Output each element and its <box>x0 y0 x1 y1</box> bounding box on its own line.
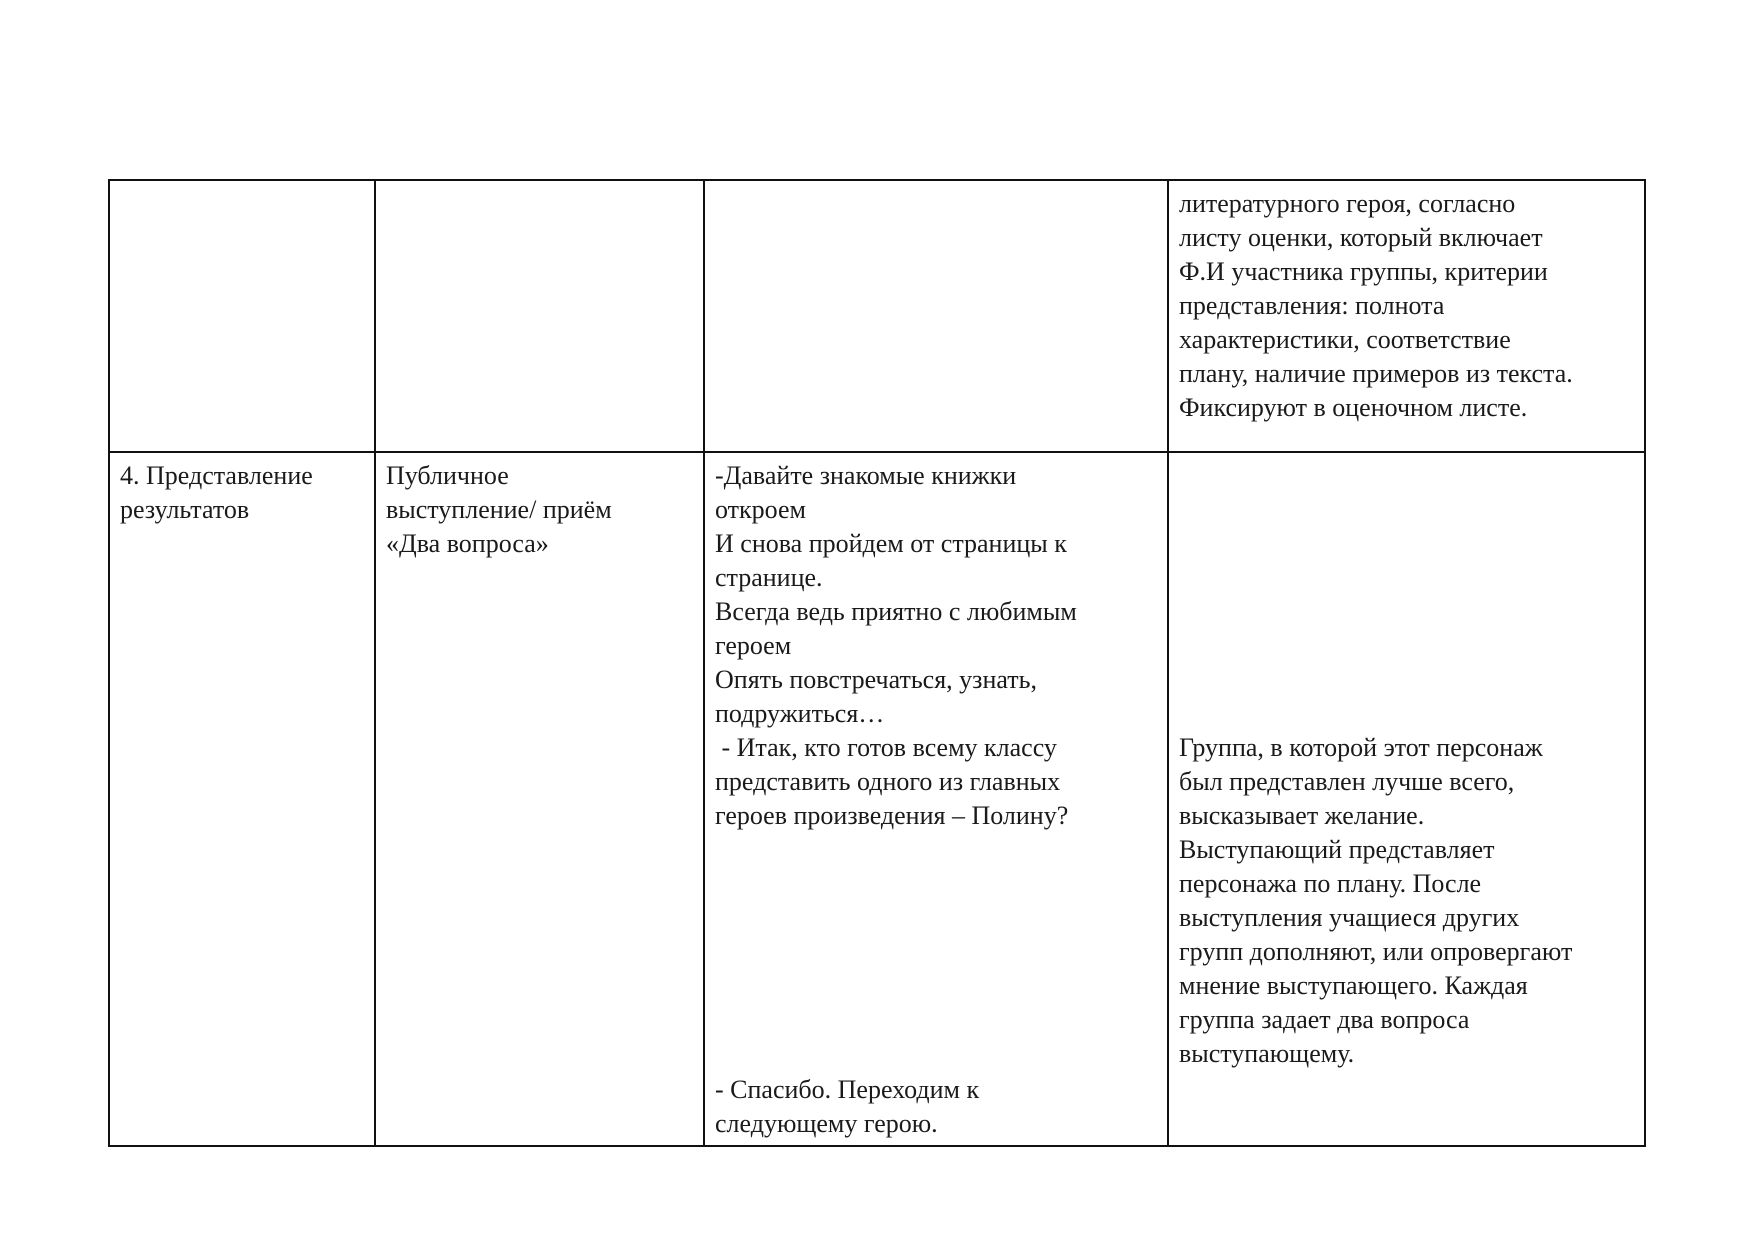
method-cell <box>375 180 704 452</box>
method-cell <box>375 452 704 1146</box>
text-line: героем <box>715 631 792 660</box>
text-line: представления: полнота <box>1179 291 1445 320</box>
blank-space <box>1179 459 1634 731</box>
text-line: выступление/ приём <box>386 495 612 524</box>
lesson-plan-table <box>108 179 1646 1147</box>
text-line: был представлен лучше всего, <box>1179 767 1515 796</box>
text-line: Всегда ведь приятно с любимым <box>715 597 1077 626</box>
text-line: литературного героя, согласно <box>1179 189 1516 218</box>
text-line: Выступающий представляет <box>1179 835 1495 864</box>
text-line: странице. <box>715 563 823 592</box>
text-line: героев произведения – Полину? <box>715 801 1069 830</box>
text-line: -Давайте знакомые книжки <box>715 461 1017 490</box>
text-line: - Итак, кто готов всему классу <box>715 733 1057 762</box>
stage-number: 4. <box>120 461 140 490</box>
text-line: выступающему. <box>1179 1039 1355 1068</box>
stage-cell <box>109 180 375 452</box>
text-line: Группа, в которой этот персонаж <box>1179 733 1543 762</box>
text-line: листу оценки, который включает <box>1179 223 1543 252</box>
text-line: «Два вопроса» <box>386 529 549 558</box>
text-line: высказывает желание. <box>1179 801 1425 830</box>
text-line: мнение выступающего. Каждая <box>1179 971 1528 1000</box>
text-line: откроем <box>715 495 806 524</box>
text-line: Опять повстречаться, узнать, <box>715 665 1037 694</box>
text-line: группа задает два вопроса <box>1179 1005 1470 1034</box>
table-row <box>109 452 1645 1146</box>
text-line: групп дополняют, или опровергают <box>1179 937 1573 966</box>
text-line: результатов <box>120 495 250 524</box>
teacher-activity-cell <box>704 180 1168 452</box>
table-row <box>109 180 1645 452</box>
text-line: Ф.И участника группы, критерии <box>1179 257 1548 286</box>
text-line: следующему герою. <box>715 1109 938 1138</box>
teacher-activity-cell <box>704 452 1168 1146</box>
text-line: характеристики, соответствие <box>1179 325 1511 354</box>
text-line: представить одного из главных <box>715 767 1061 796</box>
student-activity-cell <box>1168 180 1645 452</box>
stage-cell <box>109 452 375 1146</box>
text-line: Публичное <box>386 461 509 490</box>
text-line: Фиксируют в оценочном листе. <box>1179 393 1528 422</box>
text-line: выступления учащиеся других <box>1179 903 1520 932</box>
stage-title <box>120 459 364 493</box>
student-activity-cell <box>1168 452 1645 1146</box>
text-line: подружиться… <box>715 699 885 728</box>
blank-space <box>715 833 1157 1073</box>
stage-title-text: Представление <box>146 461 313 490</box>
text-line: - Спасибо. Переходим к <box>715 1075 980 1104</box>
text-line: И снова пройдем от страницы к <box>715 529 1067 558</box>
text-line: персонажа по плану. После <box>1179 869 1482 898</box>
text-line: плану, наличие примеров из текста. <box>1179 359 1573 388</box>
